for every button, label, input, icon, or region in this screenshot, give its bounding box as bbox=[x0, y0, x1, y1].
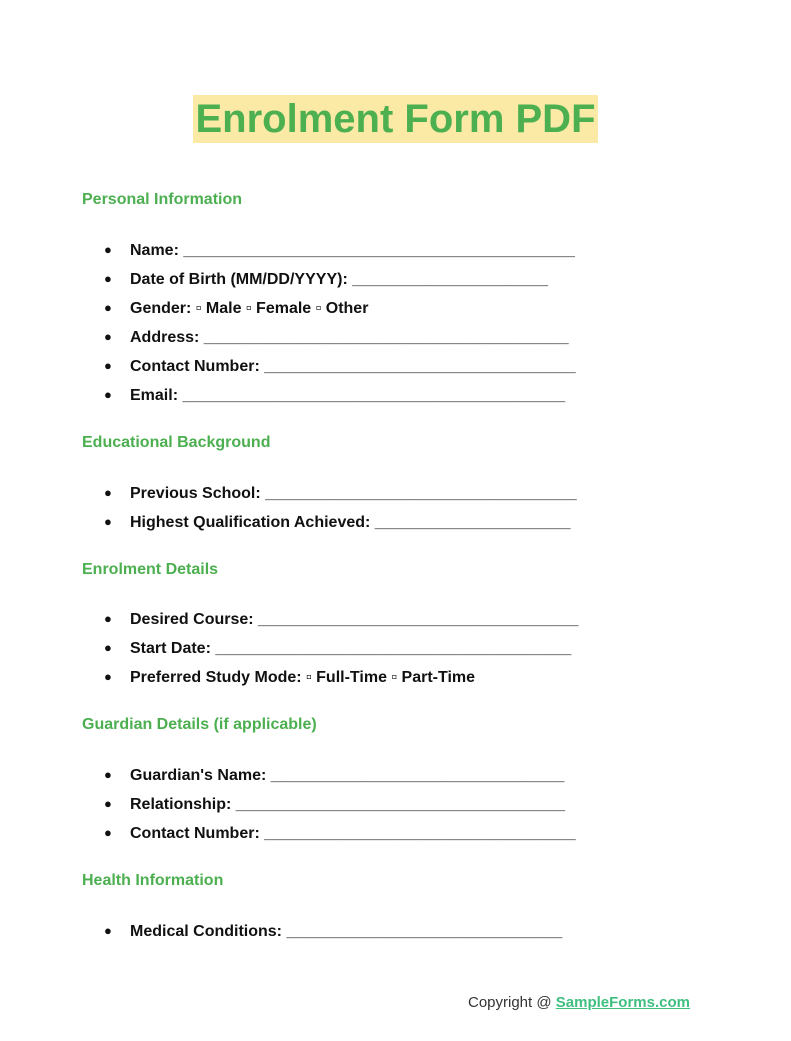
field-label: Start Date: ________________________________________ bbox=[130, 640, 572, 657]
section-heading-guardian: Guardian Details (if applicable) bbox=[82, 716, 317, 733]
section-heading-enrolment: Enrolment Details bbox=[82, 561, 219, 578]
field-label: Medical Conditions: _______________________________ bbox=[130, 923, 563, 940]
bullet-icon: ● bbox=[104, 514, 112, 529]
bullet-icon: ● bbox=[104, 923, 112, 938]
field-address[interactable] bbox=[104, 327, 569, 348]
field-label: Highest Qualification Achieved: ______________________ bbox=[130, 514, 571, 531]
field-start-date[interactable] bbox=[104, 638, 571, 659]
field-label: Gender: ▫ Male ▫ Female ▫ Other bbox=[130, 300, 369, 317]
field-relationship[interactable] bbox=[104, 794, 565, 815]
field-label: Guardian's Name: _________________________________ bbox=[130, 767, 565, 784]
bullet-icon: ● bbox=[104, 358, 112, 373]
copyright-text: Copyright @ bbox=[468, 994, 556, 1011]
field-label: Date of Birth (MM/DD/YYYY): ______________________ bbox=[130, 271, 548, 288]
bullet-icon: ● bbox=[104, 271, 112, 286]
bullet-icon: ● bbox=[104, 300, 112, 315]
field-study-mode[interactable] bbox=[104, 667, 475, 688]
bullet-icon: ● bbox=[104, 767, 112, 782]
field-label: Previous School: ___________________________________ bbox=[130, 485, 577, 502]
field-label: Preferred Study Mode: ▫ Full-Time ▫ Part-Time bbox=[130, 669, 476, 686]
brand-link[interactable]: SampleForms.com bbox=[555, 994, 690, 1011]
field-desired-course[interactable] bbox=[104, 609, 578, 630]
field-gender[interactable] bbox=[104, 298, 368, 319]
bullet-icon: ● bbox=[104, 485, 112, 500]
bullet-icon: ● bbox=[104, 242, 112, 257]
field-contact-number[interactable] bbox=[104, 356, 576, 377]
footer-copyright bbox=[468, 994, 690, 1011]
field-label: Contact Number: ___________________________________ bbox=[130, 358, 576, 375]
field-previous-school[interactable] bbox=[104, 483, 577, 504]
bullet-icon: ● bbox=[104, 796, 112, 811]
bullet-icon: ● bbox=[104, 669, 112, 684]
bullet-icon: ● bbox=[104, 640, 112, 655]
bullet-icon: ● bbox=[104, 387, 112, 402]
field-label: Relationship: _____________________________________ bbox=[130, 796, 566, 813]
section-heading-personal: Personal Information bbox=[82, 191, 243, 208]
bullet-icon: ● bbox=[104, 329, 112, 344]
field-guardian-name[interactable] bbox=[104, 765, 564, 786]
field-date-of-birth[interactable] bbox=[104, 269, 548, 290]
field-label: Email: ___________________________________________ bbox=[130, 387, 566, 404]
field-medical-conditions[interactable] bbox=[104, 921, 562, 942]
field-label: Desired Course: ____________________________________ bbox=[130, 611, 579, 628]
field-label: Name: ____________________________________________ bbox=[130, 242, 575, 259]
section-heading-education: Educational Background bbox=[82, 434, 271, 451]
bullet-icon: ● bbox=[104, 825, 112, 840]
field-highest-qualification[interactable] bbox=[104, 512, 571, 533]
field-label: Contact Number: ___________________________________ bbox=[130, 825, 576, 842]
bullet-icon: ● bbox=[104, 611, 112, 626]
page-title: Enrolment Form PDF bbox=[195, 97, 596, 141]
field-guardian-contact-number[interactable] bbox=[104, 823, 576, 844]
field-email[interactable] bbox=[104, 385, 565, 406]
field-name[interactable] bbox=[104, 240, 575, 261]
field-label: Address: _________________________________________ bbox=[130, 329, 569, 346]
section-heading-health: Health Information bbox=[82, 872, 224, 889]
